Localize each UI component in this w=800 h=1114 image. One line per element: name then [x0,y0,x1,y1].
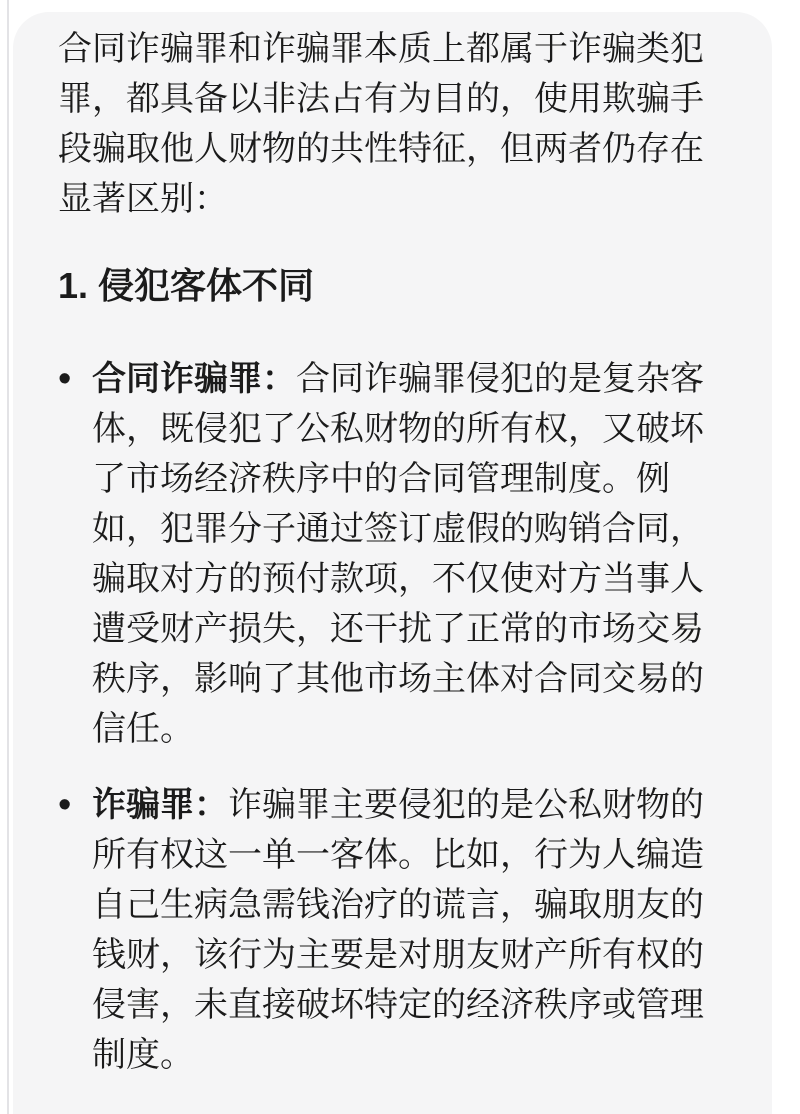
bullet-dot-icon: • [58,358,72,400]
bullet-text: 合同诈骗罪侵犯的是复杂客体，既侵犯了公私财物的所有权，又破坏了市场经济秩序中的合同管理制度。例如，犯罪分子通过签订虚假的购销合同，骗取对方的预付款项，不仅使对方当事人遭受财产损失，还干扰了正常的市场交易秩序，影响了其他市场主体对合同交易的信任。 [92,360,704,748]
bullet-term: 诈骗罪： [92,786,228,824]
list-item-contract-fraud [58,354,717,754]
bullet-dot-icon: • [58,784,72,826]
content-card [13,12,772,1114]
bullet-term: 合同诈骗罪： [92,360,296,398]
bullet-list [58,354,717,1080]
left-divider-line [7,0,9,1114]
section-heading: 1. 侵犯客体不同 [58,265,315,306]
intro-paragraph: 合同诈骗罪和诈骗罪本质上都属于诈骗类犯罪，都具备以非法占有为目的，使用欺骗手段骗取他人财物的共性特征，但两者仍存在显著区别： [58,30,704,218]
bullet-content [92,354,717,754]
list-item-fraud [58,780,717,1080]
bullet-content [92,780,717,1080]
bullet-text: 诈骗罪主要侵犯的是公私财物的所有权这一单一客体。比如，行为人编造自己生病急需钱治疗的谎言，骗取朋友的钱财，该行为主要是对朋友财产所有权的侵害，未直接破坏特定的经济秩序或管理制度。 [92,786,704,1074]
